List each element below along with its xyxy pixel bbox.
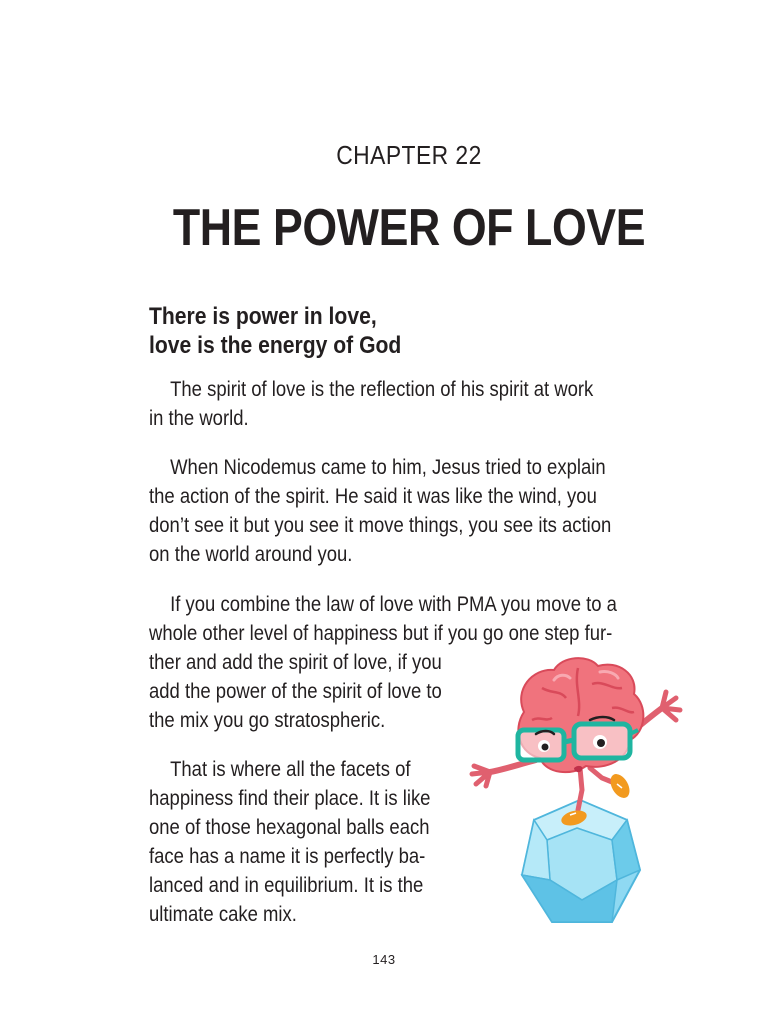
subheading-line: There is power in love,: [149, 303, 377, 330]
paragraph-line: whole other level of happiness but if you go one step fur-: [149, 622, 613, 645]
paragraph: [149, 755, 430, 929]
subheading-line: love is the energy of God: [149, 332, 402, 359]
paragraph-line: lanced and in equilibrium. It is the: [149, 874, 424, 897]
paragraph-line: in the world.: [149, 407, 249, 430]
paragraph-line: That is where all the facets of: [170, 758, 411, 781]
paragraph-line: one of those hexagonal balls each: [149, 816, 430, 839]
paragraph: [149, 453, 611, 569]
page-number: 143: [372, 952, 396, 967]
chapter-title: THE POWER OF LOVE: [172, 199, 646, 257]
paragraph: [149, 375, 593, 433]
paragraph-line: The spirit of love is the reflection of his spirit at work: [170, 378, 594, 401]
paragraph-line: face has a name it is perfectly ba-: [149, 845, 426, 868]
glasses: [518, 724, 638, 760]
paragraph-line: If you combine the law of love with PMA you move to a: [170, 593, 617, 616]
paragraph-line: the mix you go stratospheric.: [149, 709, 386, 732]
paragraph-line: ther and add the spirit of love, if you: [149, 651, 442, 674]
paragraph-line: the action of the spirit. He said it was like the wind, you: [149, 485, 597, 508]
paragraph-line: don’t see it but you see it move things, you see its action: [149, 514, 612, 537]
paragraph-line: happiness find their place. It is like: [149, 787, 431, 810]
cartoon-brain-on-dodecahedron-icon: [462, 650, 702, 940]
chapter-label: CHAPTER 22: [336, 140, 482, 170]
paragraph-line: add the power of the spirit of love to: [149, 680, 442, 703]
paragraph-line: ultimate cake mix.: [149, 903, 297, 926]
section-subheading: [149, 302, 607, 360]
paragraph-line: on the world around you.: [149, 543, 353, 566]
paragraph-line: When Nicodemus came to him, Jesus tried to explain: [170, 456, 606, 479]
shoe: [607, 771, 634, 802]
